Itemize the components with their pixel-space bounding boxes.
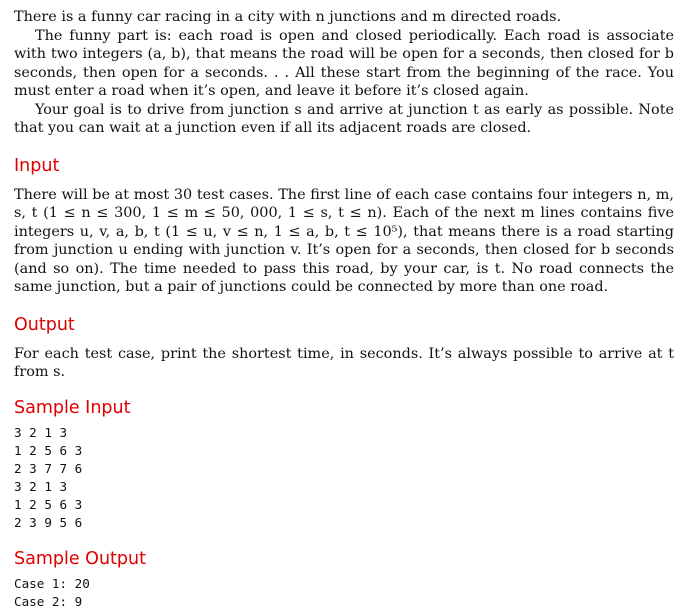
sample-output-line: Case 2: 9: [14, 593, 83, 609]
intro-paragraph-2: The funny part is: each road is open and closed periodically. Each road is associate with two integers (a, b), that means the road will be open for a seconds, then closed for b seconds, then open for a seconds. . . All these start from the beginning of the race. You must enter a road when it’s open, and leave it before it’s closed again.: [14, 27, 674, 99]
problem-statement: [14, 8, 674, 611]
input-description: There will be at most 30 test cases. The first line of each case contains four integers n, m, s, t (1 ≤ n ≤ 300, 1 ≤ m ≤ 50, 000, 1 ≤ s, t ≤ n). Each of the next m lines contains five integers u, v, a, b, t (1 ≤ u, v ≤ n, 1 ≤ a, b, t ≤ 10⁵), that means there is a road starting from junction u ending with junction v. It’s open for a seconds, then closed for b seconds (and so on). The time needed to pass this road, by your car, is t. No road connects the same junction, but a pair of junctions could be connected by more than one road.: [14, 186, 674, 295]
input-heading: Input: [14, 155, 60, 176]
output-description: For each test case, print the shortest time, in seconds. It’s always possible to arrive at t from s.: [14, 345, 674, 380]
sample-output-heading: Sample Output: [14, 548, 146, 569]
sample-input-line: 1 2 5 6 3: [14, 442, 83, 458]
sample-input-heading: Sample Input: [14, 397, 131, 418]
sample-input-line: 2 3 9 5 6: [14, 514, 83, 530]
output-heading: Output: [14, 314, 75, 335]
sample-input-line: 3 2 1 3: [14, 478, 68, 494]
intro-paragraph-1: There is a funny car racing in a city with n junctions and m directed roads.: [14, 9, 562, 25]
sample-input-line: 3 2 1 3: [14, 424, 68, 440]
sample-input-block: [14, 424, 674, 532]
intro-paragraph-3: Your goal is to drive from junction s and arrive at junction t as early as possible. Note that you can wait at a junction even if all its adjacent roads are closed.: [14, 101, 674, 136]
sample-output-line: Case 1: 20: [14, 575, 90, 591]
sample-input-line: 2 3 7 7 6: [14, 460, 83, 476]
sample-output-block: [14, 575, 674, 611]
sample-input-line: 1 2 5 6 3: [14, 496, 83, 512]
